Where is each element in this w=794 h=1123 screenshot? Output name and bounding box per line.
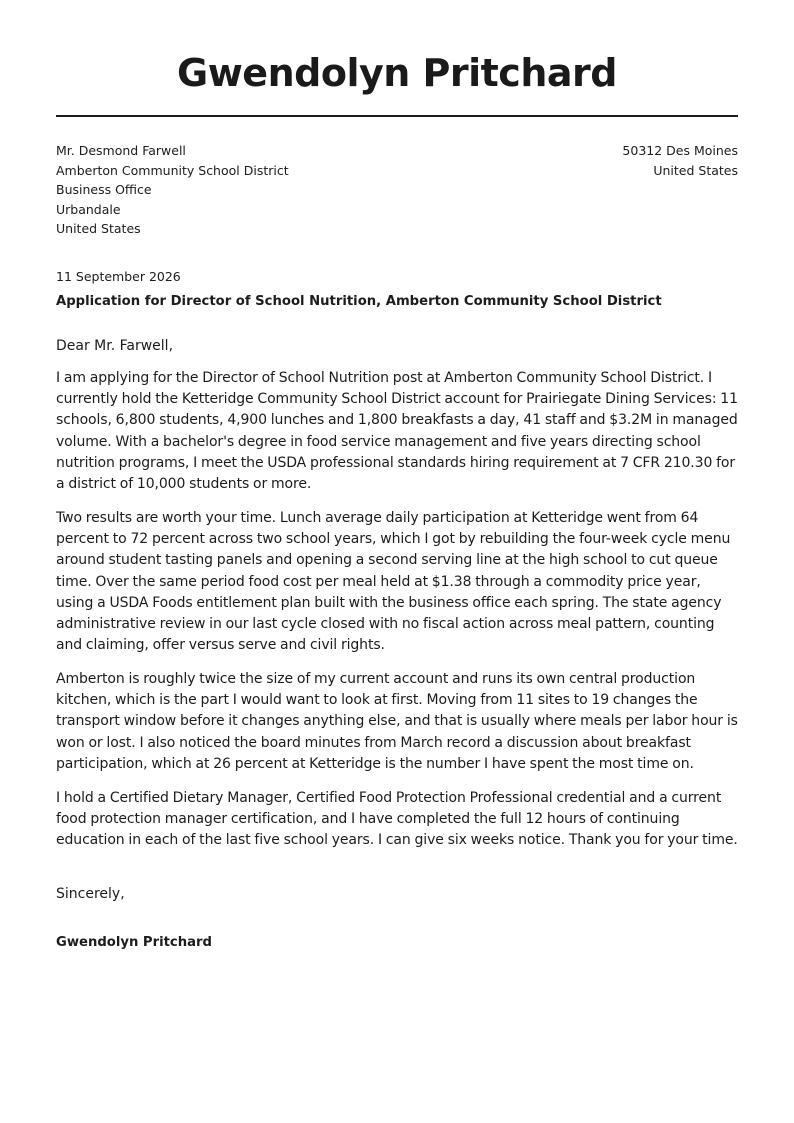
- body-paragraph: I am applying for the Director of School Nutrition post at Amberton Community School District. I currently hold the Ketteridge Community School District account for Prairiegate Dining Services: 11 schools, 6,800 students, 4,900 lunches and 1,800 breakfasts a day, 41 staff and $3.2M in managed volume. With a bachelor's degree in food service management and five years directing school nutrition programs, I meet the USDA professional standards hiring requirement at 7 CFR 210.30 for a district of 10,000 students or more.: [56, 370, 738, 493]
- salutation: Dear Mr. Farwell,: [56, 338, 174, 354]
- recipient-line: Mr. Desmond Farwell: [56, 143, 186, 158]
- sender-address: [438, 141, 738, 180]
- letter-subject: Application for Director of School Nutrition, Amberton Community School District: [56, 294, 662, 309]
- sender-line: 50312 Des Moines: [622, 143, 738, 158]
- letter-date: 11 September 2026: [56, 269, 181, 284]
- recipient-line: United States: [56, 221, 141, 237]
- letter-page: [56, 0, 738, 1123]
- applicant-name-heading: Gwendolyn Pritchard: [177, 51, 617, 95]
- recipient-address: [56, 141, 436, 239]
- closing: Sincerely,: [56, 886, 125, 902]
- body-paragraph: Amberton is roughly twice the size of my current account and runs its own central production kitchen, which is the part I would want to look at first. Moving from 11 sites to 19 changes the transport window before it changes anything else, and that is usually where meals per labor hour is won or lost. I also noticed the board minutes from March record a discussion about breakfast participation, which at 26 percent at Ketteridge is the number I have spent the most time on.: [56, 671, 738, 772]
- body-paragraph: I hold a Certified Dietary Manager, Certified Food Protection Professional credential and a current food protection manager certification, and I have completed the full 12 hours of continuing education in each of the last five school years. I can give six weeks notice. Thank you for your time.: [56, 790, 738, 849]
- body-paragraph: Two results are worth your time. Lunch average daily participation at Ketteridge went from 64 percent to 72 percent across two school years, which I got by rebuilding the four-week cycle menu around student tasting panels and opening a second serving line at the high school to cut queue time. Over the same period food cost per meal held at $1.38 through a commodity price year, using a USDA Foods entitlement plan built with the business office each spring. The state agency administrative review in our last cycle closed with no fiscal action across meal pattern, counting and claiming, offer versus serve and civil rights.: [56, 510, 731, 654]
- sender-line: United States: [653, 162, 738, 178]
- header-divider: [56, 115, 738, 117]
- recipient-line: Urbandale: [56, 201, 121, 217]
- signature-name: Gwendolyn Pritchard: [56, 935, 212, 950]
- recipient-line: Business Office: [56, 182, 152, 198]
- recipient-line: Amberton Community School District: [56, 162, 289, 178]
